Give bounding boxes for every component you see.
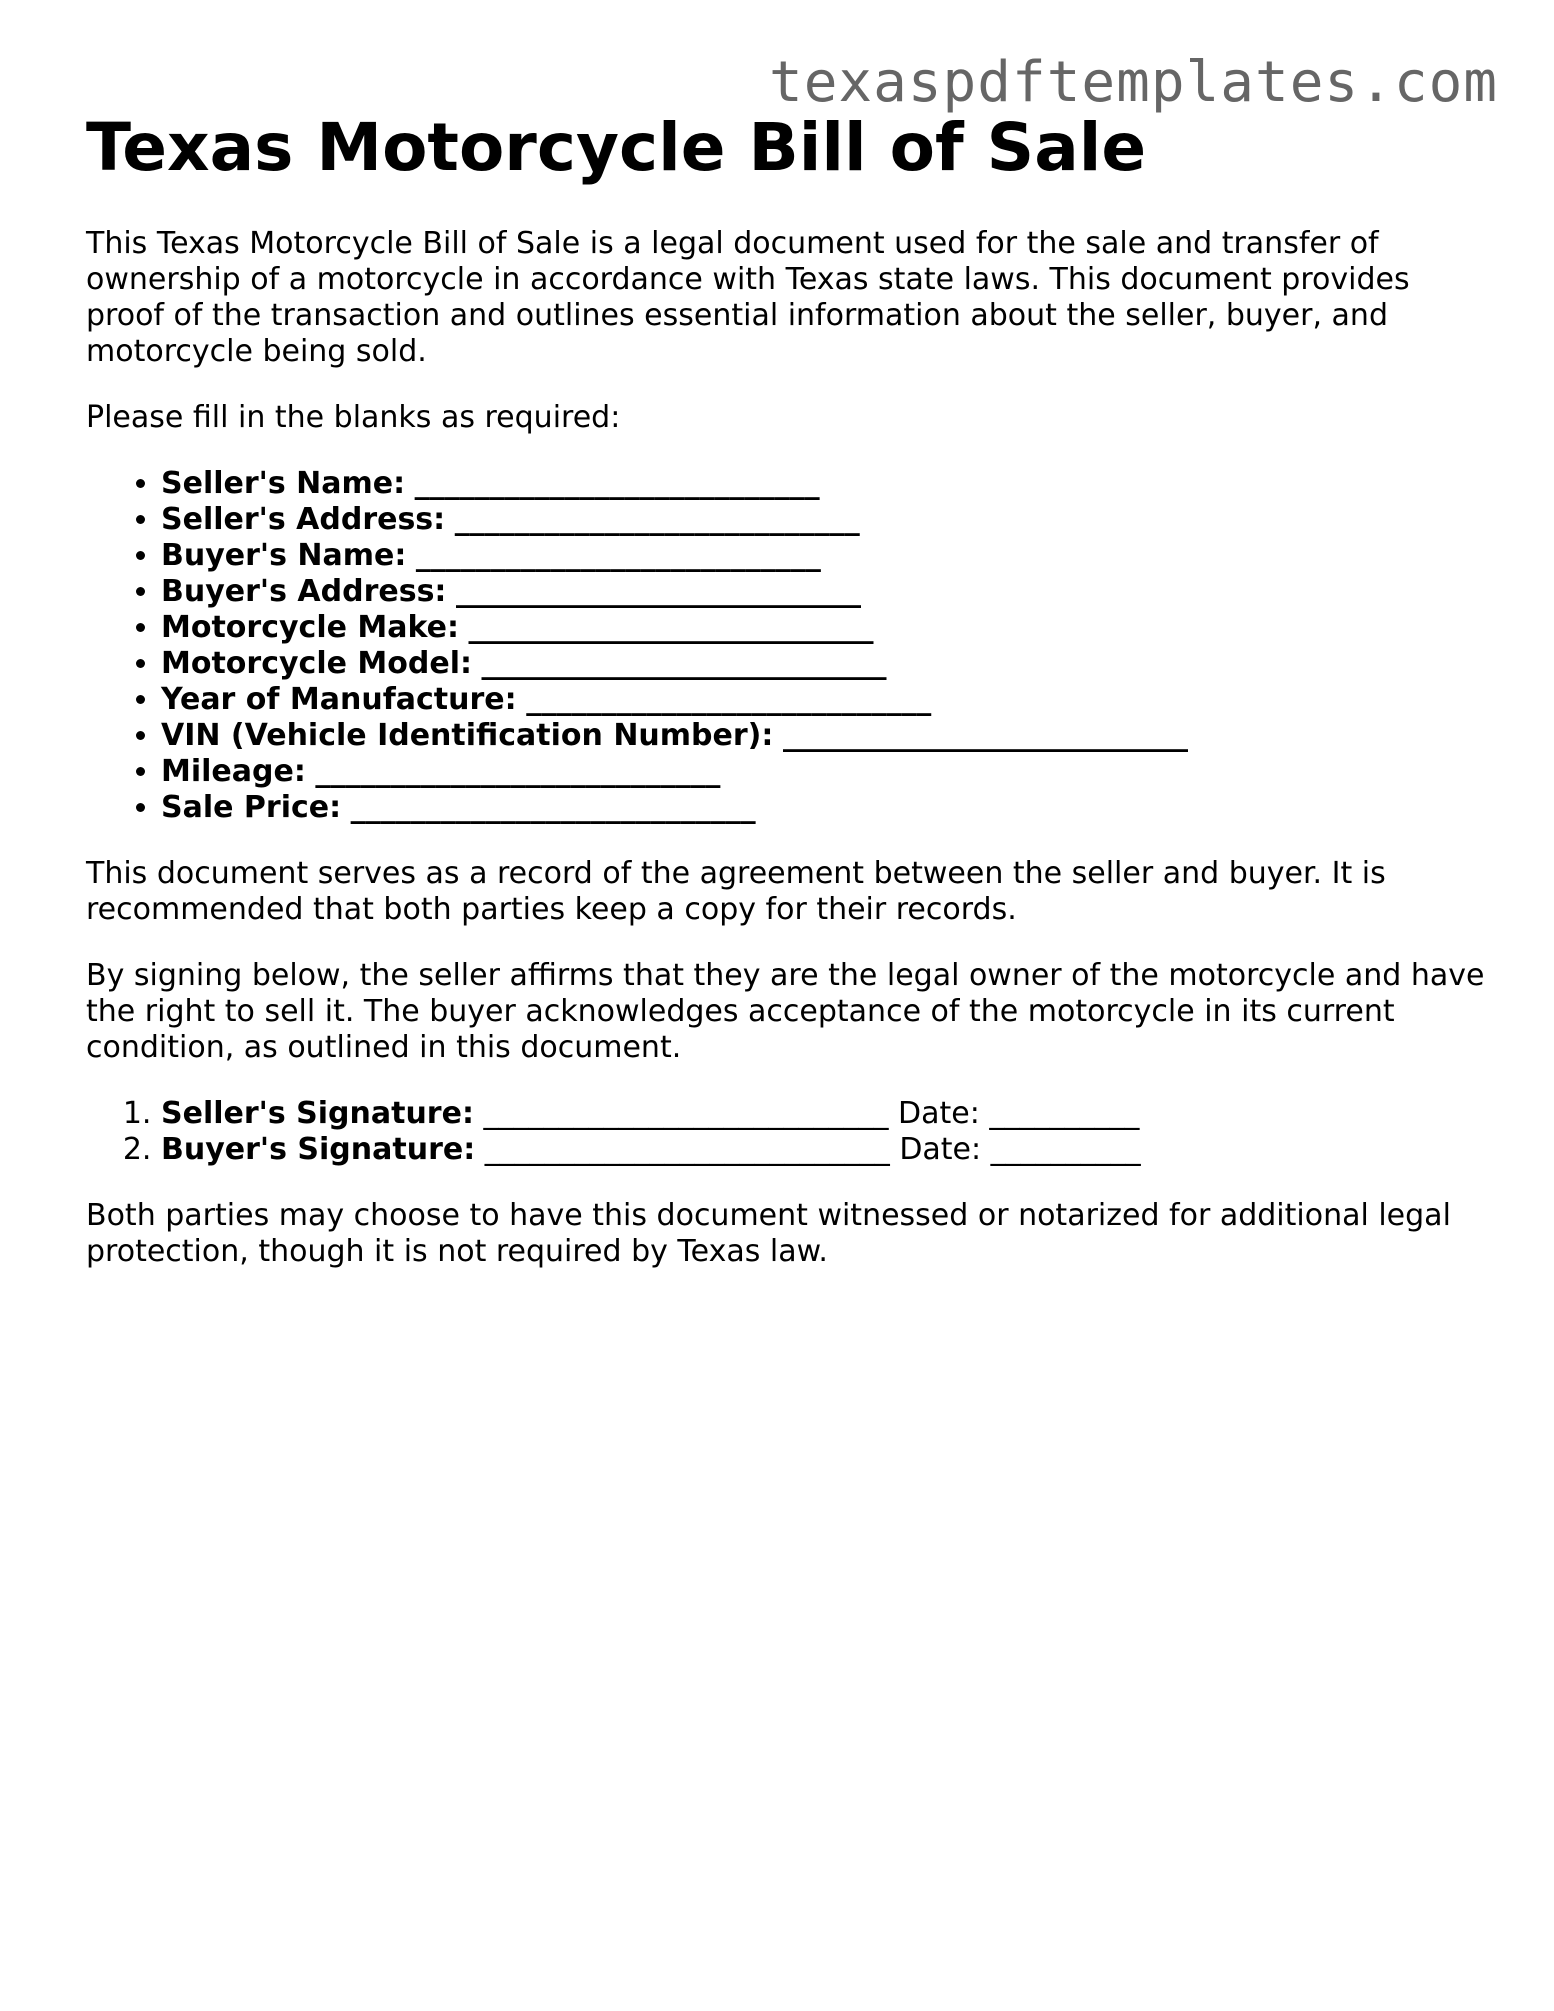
field-label: Seller's Name: — [161, 466, 406, 501]
field-label: Sale Price: — [161, 790, 342, 825]
affirmation-paragraph: By signing below, the seller affirms that they are the legal owner of the motorcycle and have the right to sell it. The buyer acknowledges acceptance of the motorcycle in its current condition, as outlined in this document. — [86, 958, 1485, 1065]
instructions-text: Please fill in the blanks as required: — [86, 400, 621, 435]
field-blank[interactable]: ___________________________ — [481, 646, 887, 681]
field-blank[interactable]: ___________________________ — [782, 718, 1188, 753]
field-item-buyer-address — [161, 574, 1486, 610]
record-note: This document serves as a record of the agreement between the seller and buyer. It is recommended that both parties keep a copy for their records. — [86, 856, 1386, 927]
date-label: Date: — [898, 1096, 980, 1131]
signature-blank[interactable]: ___________________________ — [483, 1096, 889, 1131]
field-blank[interactable]: ___________________________ — [526, 682, 932, 717]
field-blank[interactable]: ___________________________ — [468, 610, 874, 645]
signature-label: Buyer's Signature: — [161, 1132, 476, 1167]
date-blank[interactable]: __________ — [989, 1096, 1140, 1131]
field-label: Seller's Address: — [161, 502, 446, 537]
field-item-seller-name — [161, 466, 1486, 502]
date-blank[interactable]: __________ — [990, 1132, 1141, 1167]
field-item-vin — [161, 718, 1486, 754]
field-label: Motorcycle Model: — [161, 646, 472, 681]
closing-paragraph: Both parties may choose to have this document witnessed or notarized for additional legal protection, though it is not required by Texas law. — [86, 1198, 1451, 1269]
document-page — [86, 108, 1486, 1270]
field-blank[interactable]: ___________________________ — [350, 790, 756, 825]
field-item-buyer-name — [161, 538, 1486, 574]
field-blank[interactable]: ___________________________ — [315, 754, 721, 789]
field-label: VIN (Vehicle Identification Number): — [161, 718, 774, 753]
date-label: Date: — [899, 1132, 982, 1167]
field-item-seller-address — [161, 502, 1486, 538]
signature-list — [86, 1096, 1486, 1168]
field-item-motorcycle-make — [161, 610, 1486, 646]
signature-blank[interactable]: ___________________________ — [484, 1132, 890, 1167]
field-label: Motorcycle Make: — [161, 610, 459, 645]
field-label: Year of Manufacture: — [161, 682, 517, 717]
field-list — [86, 466, 1486, 826]
field-item-mileage — [161, 754, 1486, 790]
field-item-year — [161, 682, 1486, 718]
field-blank[interactable]: ___________________________ — [415, 538, 821, 573]
signature-label: Seller's Signature: — [161, 1096, 474, 1131]
field-blank[interactable]: ___________________________ — [454, 502, 860, 537]
field-item-motorcycle-model — [161, 646, 1486, 682]
intro-paragraph: This Texas Motorcycle Bill of Sale is a legal document used for the sale and transfer of ownership of a motorcycle in accordance with Texas state laws. This document provides proof of the transaction and outlines essential information about the seller, buyer, and motorcycle being sold. — [86, 226, 1410, 369]
signature-item-buyer — [161, 1132, 1486, 1168]
field-item-sale-price — [161, 790, 1486, 826]
field-label: Buyer's Address: — [161, 574, 447, 609]
site-watermark: texaspdftemplates.com — [768, 50, 1498, 115]
document-title: Texas Motorcycle Bill of Sale — [86, 109, 1147, 186]
field-blank[interactable]: ___________________________ — [455, 574, 861, 609]
field-label: Buyer's Name: — [161, 538, 407, 573]
field-label: Mileage: — [161, 754, 306, 789]
field-blank[interactable]: ___________________________ — [414, 466, 820, 501]
signature-item-seller — [161, 1096, 1486, 1132]
